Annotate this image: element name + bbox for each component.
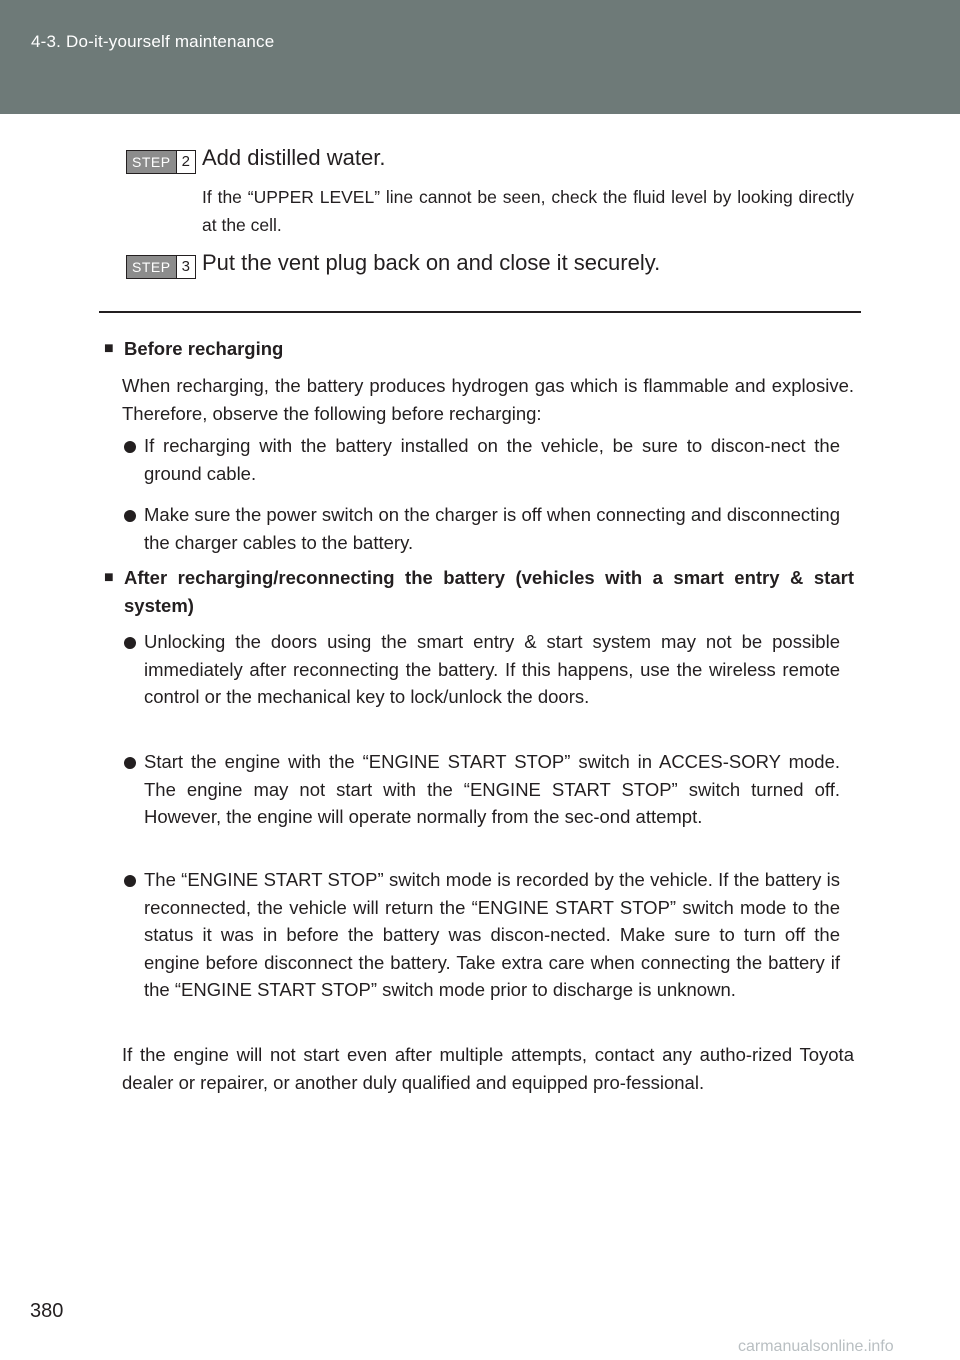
step-number: 2: [176, 151, 195, 173]
page-header: [0, 0, 960, 114]
list-item-text: If recharging with the battery installed on the vehicle, be sure to discon-nect the ground cable.: [144, 435, 840, 484]
heading-text: Before recharging: [124, 338, 284, 359]
bullet-dot-icon: [124, 757, 136, 769]
step-badge: [126, 255, 196, 279]
list-item: [124, 628, 840, 711]
step-number: 3: [176, 256, 195, 278]
list-item: [124, 748, 840, 831]
watermark: carmanualsonline.info: [738, 1338, 894, 1355]
page-number: 380: [30, 1300, 64, 1322]
list-item-text: Unlocking the doors using the smart entry & start system may not be possible immediately after reconnecting the battery. If this happens, use the wireless remote control or the mechanical key to lock/unlock the doors.: [144, 631, 840, 707]
bullet-dot-icon: [124, 875, 136, 887]
bullet-dot-icon: [124, 637, 136, 649]
paragraph: If the engine will not start even after multiple attempts, contact any autho-rized Toyota dealer or repairer, or another duly qualified and equipped pro-fessional.: [122, 1044, 854, 1093]
list-item: [124, 866, 840, 1004]
step-label: STEP: [127, 151, 176, 173]
step-badge: [126, 150, 196, 174]
bullet-dot-icon: [124, 441, 136, 453]
bullet-dot-icon: [124, 510, 136, 522]
square-bullet-icon: ■: [104, 340, 114, 357]
list-item-text: The “ENGINE START STOP” switch mode is recorded by the vehicle. If the battery is reconnected, the vehicle will return the “ENGINE START STOP” switch mode to the status it was in before the battery was discon-nected. Make sure to turn off the engine before disconnect the battery. Take extra care when connecting the battery if the “ENGINE START STOP” switch mode prior to discharge is unknown.: [144, 869, 840, 1000]
step-label: STEP: [127, 256, 176, 278]
step-title: Add distilled water.: [202, 145, 386, 170]
section-heading: [104, 564, 854, 619]
section-heading: [104, 335, 854, 363]
section-divider: [99, 311, 861, 313]
list-item-text: Make sure the power switch on the charger is off when connecting and disconnecting the charger cables to the battery.: [144, 504, 840, 553]
heading-text: After recharging/reconnecting the battery (vehicles with a smart entry & start system): [124, 567, 854, 616]
paragraph: When recharging, the battery produces hydrogen gas which is flammable and explosive. Therefore, observe the following before recharging:: [122, 375, 854, 424]
step-title: Put the vent plug back on and close it securely.: [202, 250, 661, 275]
list-item: [124, 432, 840, 487]
list-item: [124, 501, 840, 556]
list-item-text: Start the engine with the “ENGINE START STOP” switch in ACCES-SORY mode. The engine may not start with the “ENGINE START STOP” switch turned off. However, the engine will operate normally from the sec-ond attempt.: [144, 751, 840, 827]
step-note: If the “UPPER LEVEL” line cannot be seen, check the fluid level by looking directly at the cell.: [202, 187, 854, 235]
section-title: 4-3. Do-it-yourself maintenance: [31, 32, 275, 51]
square-bullet-icon: ■: [104, 569, 114, 586]
